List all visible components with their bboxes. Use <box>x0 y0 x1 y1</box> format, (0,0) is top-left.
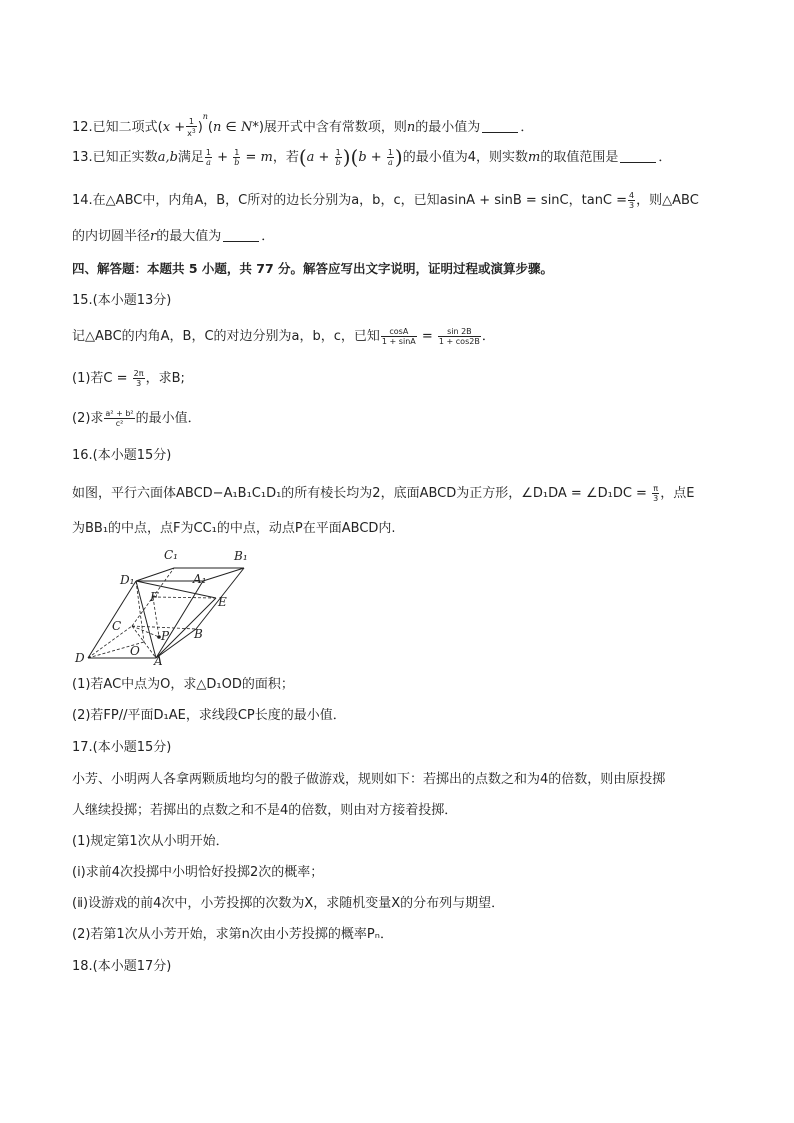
question-14-line1: 14.在△ABC中，内角A，B，C所对的边长分别为a，b，c，已知asinA + sinB = sinC，tanC = $\frac{4}{3}$ ，则△ABC <box>72 191 699 210</box>
edge-D1C1 <box>136 568 174 581</box>
q12-answer-blank[interactable] <box>482 120 518 133</box>
question-17-part1-ii: (ⅱ)设游戏的前4次中，小芳投掷的次数为X，求随机变量X的分布列与期望． <box>72 896 505 911</box>
edge-FE <box>153 597 216 598</box>
q12-text-end: 的最小值为 <box>415 120 481 135</box>
edge-DC <box>88 626 132 658</box>
label-D1: D₁ <box>120 573 135 587</box>
edge-D1O <box>136 581 144 642</box>
question-12: 12.已知二项式(x + $\frac{1}{x^3}$ )$^n$(n ∈ N*)展开式中含有常数项，则n的最小值为 ． <box>72 112 534 138</box>
question-15-part2: (2)求 $\frac{\text{a² + b²}}{\text{c²}}$ 的最小值． <box>72 409 201 428</box>
q12-paren-open: ( <box>207 120 213 135</box>
edge-AE <box>156 598 216 658</box>
label-C1: C₁ <box>164 548 178 562</box>
label-B: B <box>194 627 203 641</box>
question-13: 13.已知正实数a,b满足 $\frac{1}{a}$ + $\frac{1}{b}$ = m，若(a + $\frac{1}{b}$ )(b + $\frac{1}{a}$ )的最小值为4，则实数m的取值范围是 ． <box>72 145 672 169</box>
label-E: E <box>218 595 227 609</box>
edge-A1B1 <box>203 568 244 581</box>
question-18-heading: 18.(本小题17分) <box>72 959 172 974</box>
q13-answer-blank[interactable] <box>620 150 656 163</box>
question-16-part1: (1)若AC中点为O，求△D₁OD的面积； <box>72 677 294 692</box>
q14-answer-blank[interactable] <box>223 229 259 242</box>
label-P: P <box>161 629 170 643</box>
question-15-stem: 记△ABC的内角A，B，C的对边分别为a，b，c，已知 $\frac{\cos A}{1 + \sin A}$ = $\frac{\sin 2B}{1 + \cos 2B}$ ． <box>72 327 495 346</box>
question-16-line2: 为BB₁的中点，点F为CC₁的中点，动点P在平面ABCD内. <box>72 521 396 536</box>
question-16-part2: (2)若FP//平面D₁AE，求线段CP长度的最小值． <box>72 708 346 723</box>
label-O: O <box>130 644 140 658</box>
q12-text-start: 12.已知二项式( <box>72 120 163 135</box>
section-4-heading: 四、解答题：本题共 5 小题，共 77 分。解答应写出文字说明，证明过程或演算步骤。 <box>72 261 554 276</box>
question-17-line1: 小芳、小明两人各拿两颗质地均匀的骰子做游戏，规则如下：若掷出的点数之和为4的倍数，则由原投掷 <box>72 772 666 787</box>
label-A1: A₁ <box>193 572 207 586</box>
q12-text-middle: )展开式中含有常数项，则 <box>258 120 407 135</box>
question-17-part2: (2)若第1次从小芳开始，求第n次由小芳投掷的概率Pₙ． <box>72 927 393 942</box>
label-B1: B₁ <box>234 549 248 563</box>
label-A: A <box>154 654 163 666</box>
edge-A1A <box>156 581 203 658</box>
question-15-part1: (1)若C = $\frac{2\pi}{3}$ ，求B; <box>72 369 185 388</box>
label-F: F <box>150 590 159 604</box>
question-16-line1: 如图，平行六面体ABCD−A₁B₁C₁D₁的所有棱长均为2，底面ABCD为正方形，∠D₁DA = ∠D₁DC = $\frac{\pi}{3}$ ，点E <box>72 484 695 503</box>
question-17-line2: 人继续投掷；若掷出的点数之和不是4的倍数，则由对方接着投掷． <box>72 803 458 818</box>
question-17-part1-i: (ⅰ)求前4次投掷中小明恰好投掷2次的概率； <box>72 865 324 880</box>
q12-paren-close: ) <box>197 120 203 135</box>
question-14-line2: 的内切圆半径r的最大值为 ． <box>72 229 275 244</box>
question-15-heading: 15.(本小题13分) <box>72 293 172 308</box>
question-17-part1: (1)规定第1次从小明开始． <box>72 834 229 849</box>
label-C: C <box>112 619 122 633</box>
question-17-heading: 17.(本小题15分) <box>72 740 172 755</box>
label-D: D <box>75 651 85 665</box>
parallelepiped-figure <box>68 546 268 666</box>
question-16-heading: 16.(本小题15分) <box>72 448 172 463</box>
